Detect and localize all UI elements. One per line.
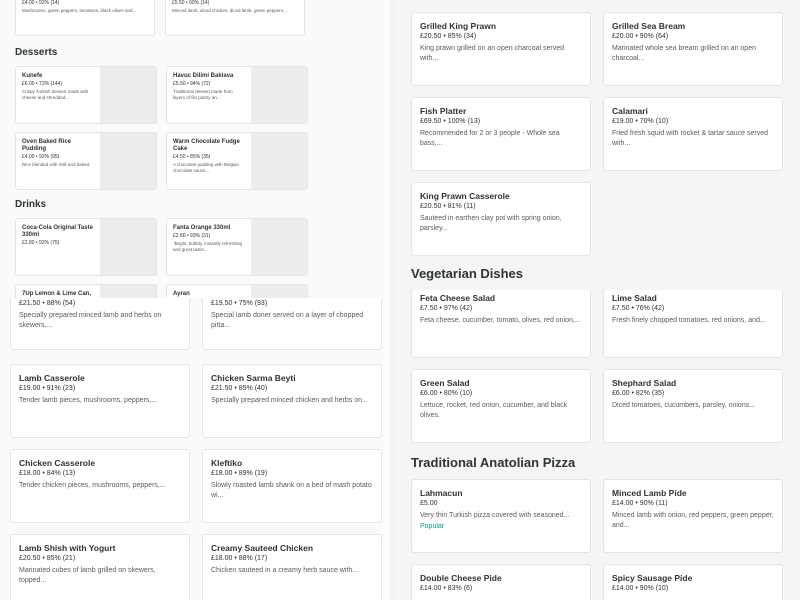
menu-item-card[interactable] [411,182,591,256]
menu-item-card[interactable] [603,564,783,600]
menu-item-card[interactable] [166,66,308,124]
item-meta: £69.50 • 100% (13) [420,118,481,125]
item-name: Creamy Sauteed Chicken [211,543,314,553]
item-meta: £19.00 • 91% (23) [19,385,76,392]
item-name: Feta Cheese Salad [420,293,496,303]
item-description: Very thin Turkish pizza covered with seasoned... [420,512,570,519]
item-name: 7Up Lemon & Lime Can, [22,291,92,297]
menu-item-card[interactable] [15,66,157,124]
item-description: Tender lamb pieces, mushrooms, peppers,... [19,397,158,404]
item-description: King prawn grilled on an open charcoal served with... [420,45,564,62]
menu-item-card[interactable] [202,298,382,350]
item-description: A chocolate pudding with Belgian chocolate sauce... [173,162,240,173]
item-name: Ayran [173,291,190,297]
section-title-drinks: Drinks [15,199,47,210]
menu-item-card[interactable] [166,218,308,276]
item-meta: £5.50 • 94% (72) [173,81,211,87]
menu-item-card[interactable] [10,534,190,600]
item-meta: £6.00 • 82% (35) [612,390,665,397]
menu-item-card[interactable] [603,290,783,358]
item-meta: £20.50 • 81% (11) [420,203,476,210]
section-title-desserts: Desserts [15,47,58,58]
menu-item-card[interactable] [202,364,382,438]
menu-item-card[interactable] [603,12,783,86]
item-name: Shephard Salad [612,378,677,388]
item-description: Fried fresh squid with rocket & tartar sauce served with... [612,130,769,147]
item-image [251,133,307,189]
item-meta: £18.00 • 84% (13) [19,470,76,477]
item-meta: £14.00 • 90% (10) [612,585,669,592]
item-meta: £18.00 • 88% (17) [211,555,268,562]
menu-item-card[interactable] [603,97,783,171]
menu-item-card[interactable] [411,479,591,553]
item-meta: £4.00 • 92% (14) [22,0,60,6]
item-description: Lettuce, rocket, red onion, cucumber, and black olives. [420,402,568,419]
item-name: Kleftiko [211,458,243,468]
item-description: Mushrooms, green peppers, tomatoes, black olives and... [22,8,137,13]
menu-pane-desserts-drinks [0,0,390,298]
menu-item-card[interactable] [15,218,157,276]
item-meta: £19.50 • 75% (93) [211,300,268,307]
menu-item-card[interactable] [603,479,783,553]
item-name: Fanta Orange 330ml [173,225,231,231]
item-description: Fresh finely chopped tomatoes, red onions, and... [612,317,766,324]
item-name: Oven Baked Rice Pudding [22,139,72,152]
item-name: Kunefe [22,73,43,79]
item-name: Chicken Sarma Beyti [211,373,296,383]
item-meta: £21.50 • 88% (54) [19,300,76,307]
item-name: Spicy Sausage Pide [612,573,693,583]
item-name: Grilled Sea Bream [612,21,686,31]
menu-item-card[interactable] [166,132,308,190]
menu-item-card[interactable] [202,534,382,600]
item-name: Lamb Shish with Yogurt [19,543,116,553]
item-description: Traditional dessert made from layers of filo pastry an... [173,89,233,100]
menu-item-card[interactable] [10,298,190,350]
item-name: Warm Chocolate Fudge Cake [173,139,240,152]
item-name: King Prawn Casserole [420,191,510,201]
item-description: Sauteed in earthen clay pot with spring onion, parsley... [420,215,562,232]
menu-item-card[interactable] [411,12,591,86]
clip-region [396,290,800,360]
item-meta: £4.00 • 92% (95) [22,154,60,160]
item-name: Fish Platter [420,106,467,116]
item-meta: £2.80 • 93% (31) [173,233,211,239]
item-meta: £4.50 • 85% (35) [173,154,211,160]
item-image [100,133,156,189]
item-meta: £14.00 • 83% (6) [420,585,473,592]
popular-badge: Popular [420,523,445,530]
menu-item-card[interactable] [10,449,190,523]
menu-item-card[interactable] [411,290,591,358]
section-title-pizza: Traditional Anatolian Pizza [411,455,576,470]
menu-pane-mains [0,298,390,600]
item-description: Specially prepared minced chicken and herbs on... [211,397,368,404]
item-description: Recommended for 2 or 3 people - Whole sea bass,... [420,130,560,147]
item-description: Marinated whole sea bream grilled on an open charcoal... [612,45,756,62]
item-description: Crispy Turkish dessert made with cheese and shredded... [22,89,89,100]
item-name: Minced Lamb Pide [612,488,687,498]
item-description: Tender chicken pieces, mushrooms, peppers,... [19,482,166,489]
menu-item-card[interactable] [411,369,591,443]
item-meta: £19.00 • 70% (10) [612,118,669,125]
item-name: Lime Salad [612,293,657,303]
item-image [251,67,307,123]
item-meta: £2.80 • 92% (75) [22,240,60,246]
item-description: Minced lamb, diced chicken, diced lamb, green peppers,... [172,8,289,13]
menu-pane-seafood-veg-pizza [396,0,800,600]
item-meta: £6.00 • 80% (10) [420,390,473,397]
item-name: Green Salad [420,378,470,388]
item-image [100,219,156,275]
item-meta: £20.50 • 85% (21) [19,555,76,562]
item-name: Calamari [612,106,648,116]
item-description: Chicken sauteed in a creamy herb sauce with... [211,567,359,574]
item-description: Diced tomatoes, cucumbers, parsley, onions... [612,402,756,409]
menu-item-card[interactable] [10,364,190,438]
item-description: Minced lamb with onion, red peppers, green pepper, and... [612,512,774,529]
menu-item-card[interactable] [15,284,157,298]
item-description: Marinated cubes of lamb grilled on skewers, topped... [19,567,156,584]
item-name: Chicken Casserole [19,458,96,468]
menu-item-card[interactable] [165,0,305,36]
item-name: Double Cheese Pide [420,573,502,583]
menu-item-card[interactable] [15,132,157,190]
item-image [251,219,307,275]
item-meta: £14.00 • 90% (11) [612,500,668,507]
item-name: Lamb Casserole [19,373,85,383]
item-description: Slowly roasted lamb shank on a bed of mash potato wi... [211,482,372,499]
item-meta: £6.00 • 72% (144) [22,81,63,87]
item-description: Rice blended with milk and baked. [22,162,91,167]
item-image [251,285,307,298]
item-meta: £20.00 • 90% (64) [612,33,669,40]
item-name: Grilled King Prawn [420,21,497,31]
item-meta: £7.50 • 76% (42) [612,305,665,312]
menu-item-card[interactable] [15,0,155,36]
section-title-vegetarian: Vegetarian Dishes [411,266,523,281]
item-meta: £5.00 [420,500,438,507]
menu-item-card[interactable] [411,97,591,171]
item-description: Feta cheese, cucumber, tomato, olives, red onion,... [420,317,581,324]
item-description: Specially prepared minced lamb and herbs on skewers,... [19,312,162,329]
item-description: "Bright, bubbly, instantly refreshing and great tastin... [173,241,243,252]
menu-item-card[interactable] [411,564,591,600]
menu-item-card[interactable] [166,284,308,298]
item-name: Lahmacun [420,488,463,498]
item-description: Special lamb doner served on a layer of chopped pitta... [211,312,364,329]
item-meta: £5.50 • 90% (14) [172,0,210,6]
item-image [100,67,156,123]
item-name: Havuc Dilimi Baklava [173,73,234,79]
item-meta: £7.50 • 97% (42) [420,305,473,312]
item-image [100,285,156,298]
menu-item-card[interactable] [202,449,382,523]
menu-item-card[interactable] [603,369,783,443]
item-meta: £21.50 • 85% (40) [211,385,268,392]
item-meta: £20.50 • 85% (34) [420,33,477,40]
item-meta: £18.00 • 89% (19) [211,470,268,477]
item-name: Coca-Cola Original Taste 330ml [22,225,93,238]
